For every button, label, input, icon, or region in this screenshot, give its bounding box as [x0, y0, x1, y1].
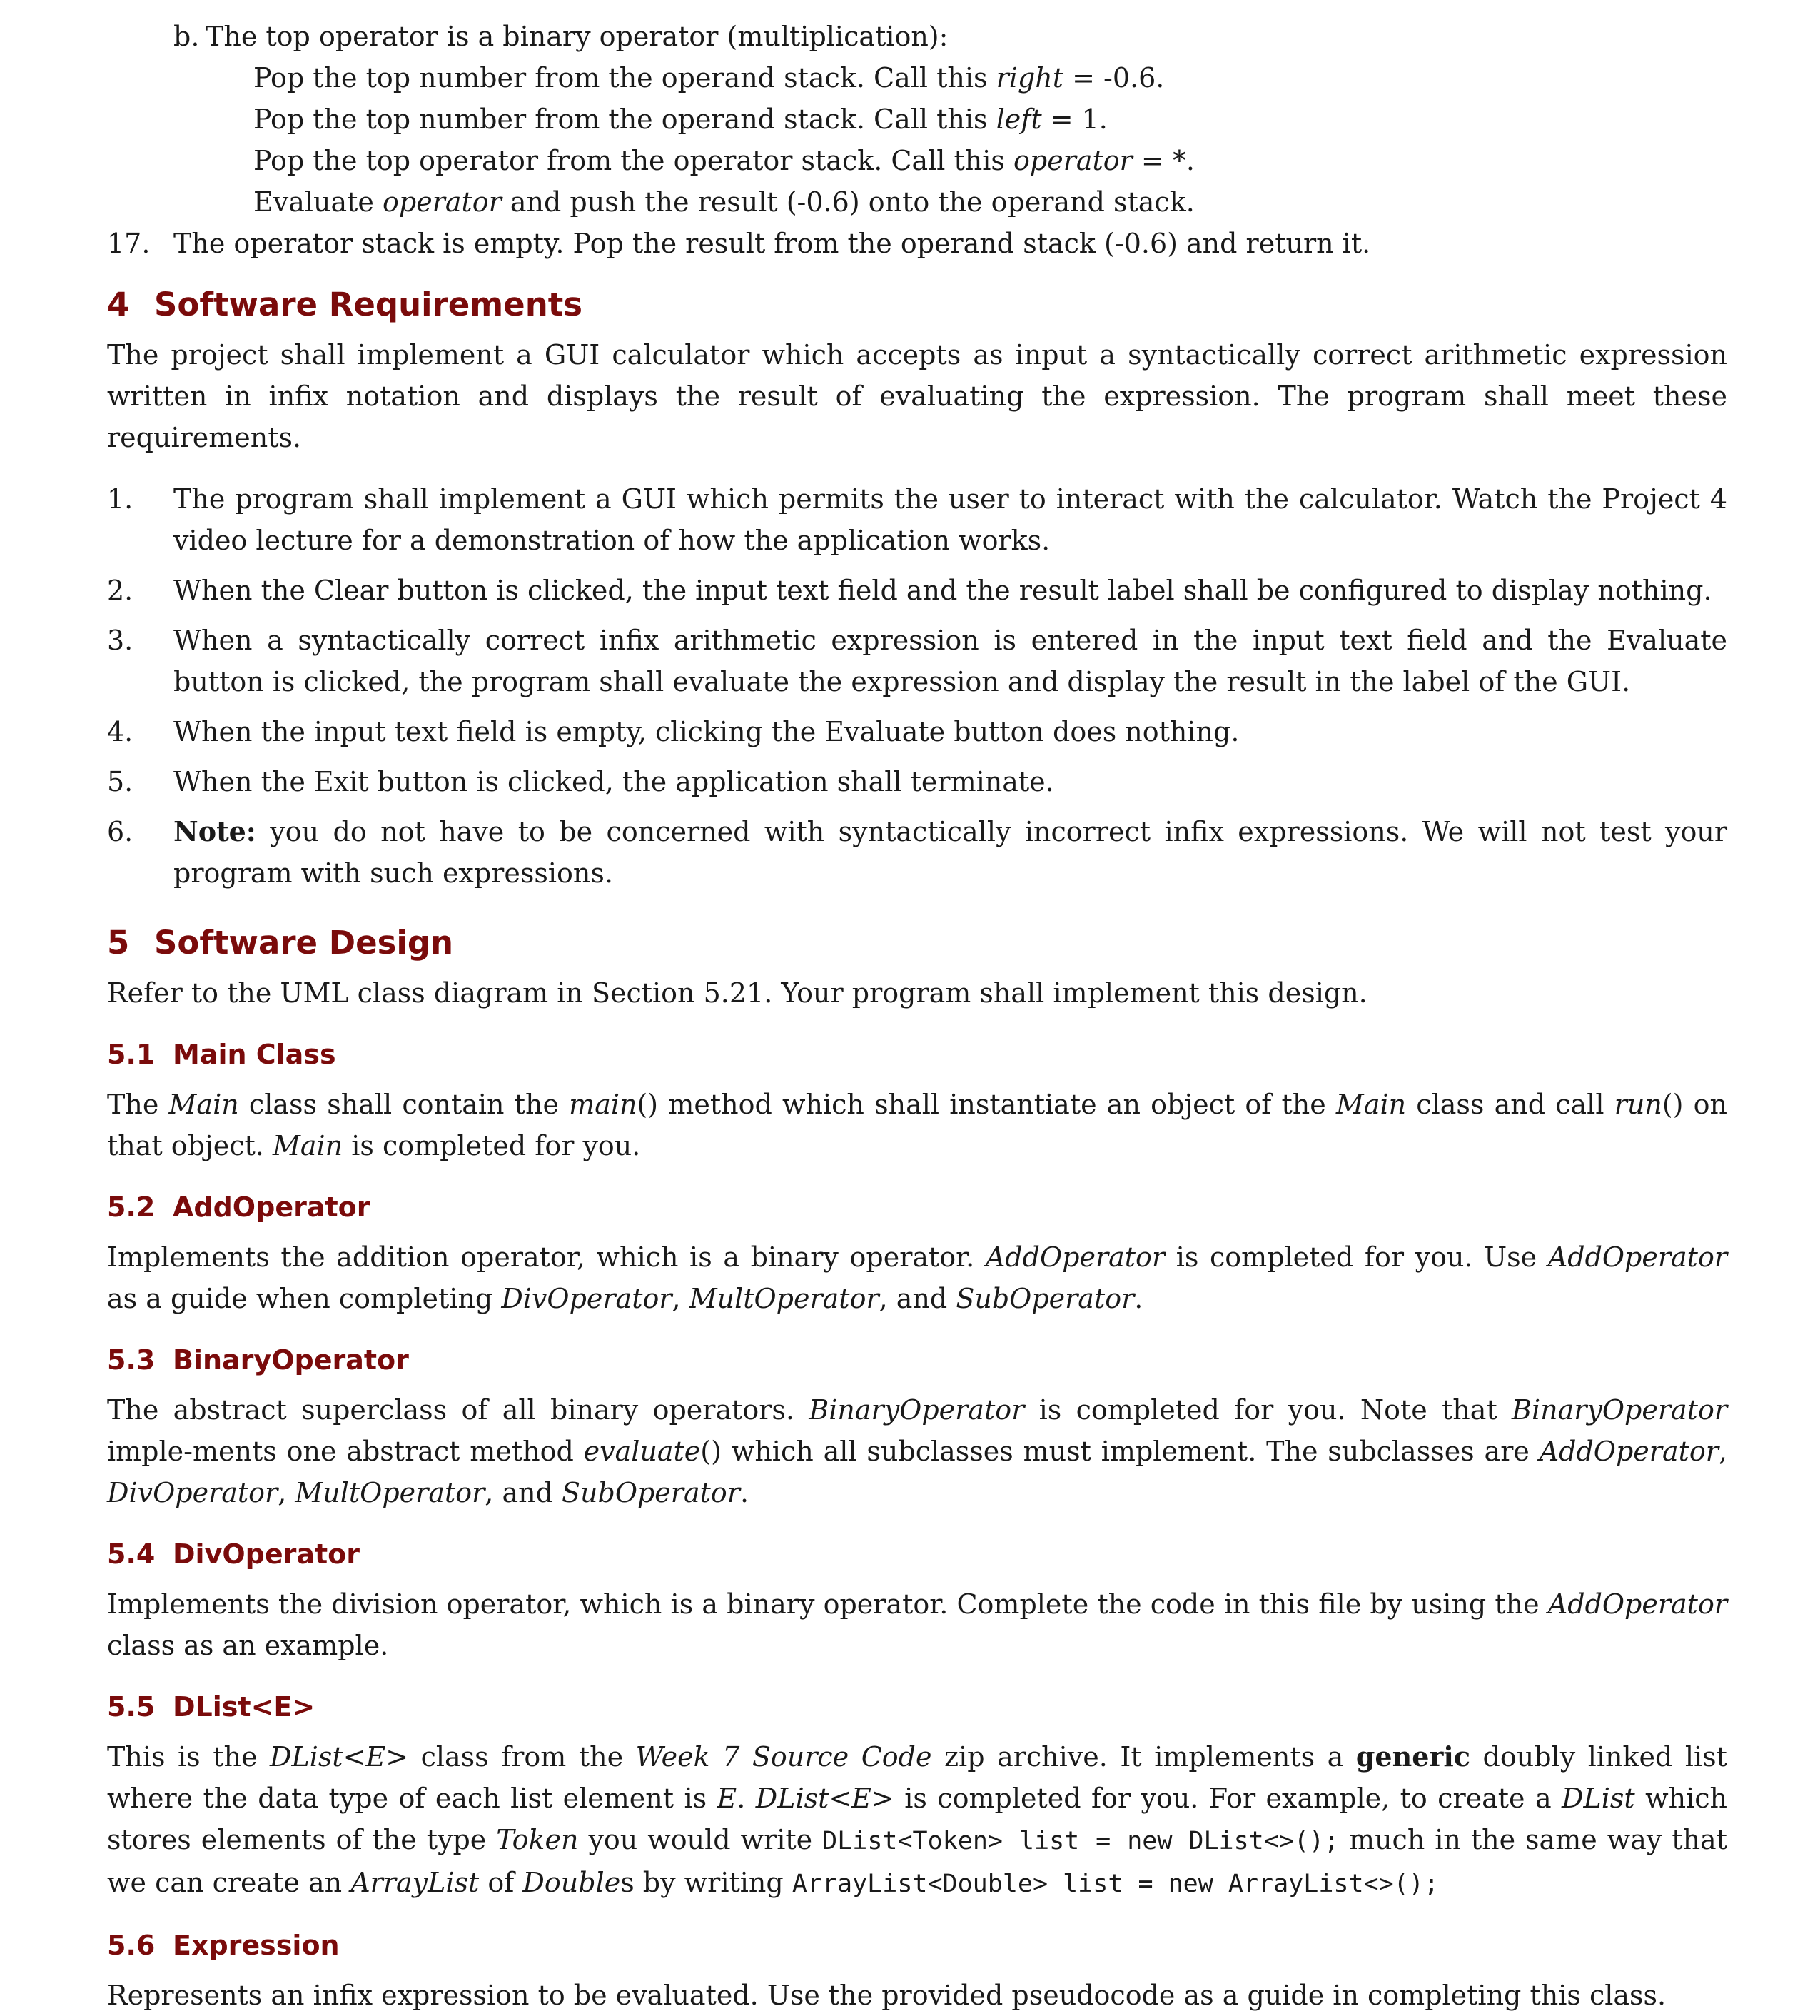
step-text: The operator stack is empty. Pop the result from the operand stack (-0.6) and return it. — [173, 228, 1371, 259]
section-4-intro: The project shall implement a GUI calculator which accepts as input a syntactically correct arithmetic expression written in infix notation and displays the result of evaluating the expression. The program shall meet these requirements. — [107, 339, 1727, 453]
evaluate-line: Evaluate operator and push the result (-0.6) onto the operand stack. — [253, 186, 1195, 218]
subsection-5-3-text: The abstract superclass of all binary operators. BinaryOperator is completed for you. Note that BinaryOperator imple-ments one abstract method evaluate() which all subclasses must implement. The subclasses are AddOperator, DivOperator, MultOperator, and SubOperator. — [107, 1394, 1728, 1508]
pop-left-line: Pop the top number from the operand stack. Call this left = 1. — [253, 104, 1108, 135]
section-4-heading: 4 Software Requirements — [107, 286, 583, 323]
list-item: 1. The program shall implement a GUI which permits the user to interact with the calculator. Watch the Project 4 video lecture for a demonstration of how the application works. — [107, 483, 1727, 556]
subsection-5-4-text: Implements the division operator, which is a binary operator. Complete the code in this file by using the AddOperator class as an example. — [107, 1588, 1727, 1661]
subsection-5-2-text: Implements the addition operator, which is a binary operator. AddOperator is completed for you. Use AddOperator as a guide when completing DivOperator, MultOperator, and SubOperator. — [107, 1241, 1727, 1314]
subsection-5-1-text: The Main class shall contain the main() method which shall instantiate an object of the Main class and call run() on that object. Main is completed for you. — [107, 1089, 1728, 1161]
subsection-5-3-heading: 5.3 BinaryOperator — [107, 1344, 409, 1376]
section-5-heading: 5 Software Design — [107, 924, 454, 962]
code-snippet: ArrayList<Double> list = new ArrayList<>(); — [792, 1870, 1439, 1898]
subsection-5-1-heading: 5.1 Main Class — [107, 1039, 336, 1070]
requirements-list — [107, 478, 1727, 894]
list-item: 3. When a syntactically correct infix arithmetic expression is entered in the input text field and the Evaluate button is clicked, the program shall evaluate the expression and display the result in the label of the GUI. — [107, 625, 1727, 697]
section-5-intro: Refer to the UML class diagram in Section 5.21. Your program shall implement this design. — [107, 977, 1367, 1009]
list-item: 5. When the Exit button is clicked, the application shall terminate. — [107, 766, 1054, 797]
list-item: 4. When the input text field is empty, clicking the Evaluate button does nothing. — [107, 716, 1240, 747]
subsection-5-6-heading: 5.6 Expression — [107, 1930, 340, 1961]
document-page — [107, 16, 1727, 2016]
subsection-5-2-heading: 5.2 AddOperator — [107, 1191, 370, 1223]
step-17 — [107, 223, 1727, 264]
list-item-note: 6. Note: you do not have to be concerned with syntactically incorrect infix expressions. We will not test your program with such expressions. — [107, 815, 1727, 889]
subsection-5-4-heading: 5.4 DivOperator — [107, 1538, 360, 1570]
subsection-5-6-text: Represents an infix expression to be evaluated. Use the provided pseudocode as a guide in completing this class. — [107, 1980, 1667, 2011]
step-label: b. — [173, 21, 200, 52]
pop-right-line: Pop the top number from the operand stack. Call this right = -0.6. — [253, 62, 1165, 94]
step-text: The top operator is a binary operator (multiplication): — [206, 21, 949, 52]
step-number: 17. — [107, 228, 151, 259]
pop-operator-line: Pop the top operator from the operator stack. Call this operator = *. — [253, 145, 1195, 176]
subsection-5-5-text: This is the DList<E> class from the Week 7 Source Code zip archive. It implements a generic doubly linked list where the data type of each list element is E. DList<E> is completed for you. For example, to create a DList which stores elements of the type Token you would write DList<Token> list = new DList<>(); much in the same way that we can create an ArrayList of Doubles by writing ArrayList<Double> list = new ArrayList<>(); — [107, 1740, 1727, 1898]
list-item: 2. When the Clear button is clicked, the input text field and the result label shall be configured to display nothing. — [107, 575, 1712, 606]
subsection-5-5-heading: 5.5 DList<E> — [107, 1691, 315, 1723]
step-b — [107, 16, 1727, 57]
code-snippet: DList<Token> list = new DList<>(); — [822, 1827, 1340, 1855]
